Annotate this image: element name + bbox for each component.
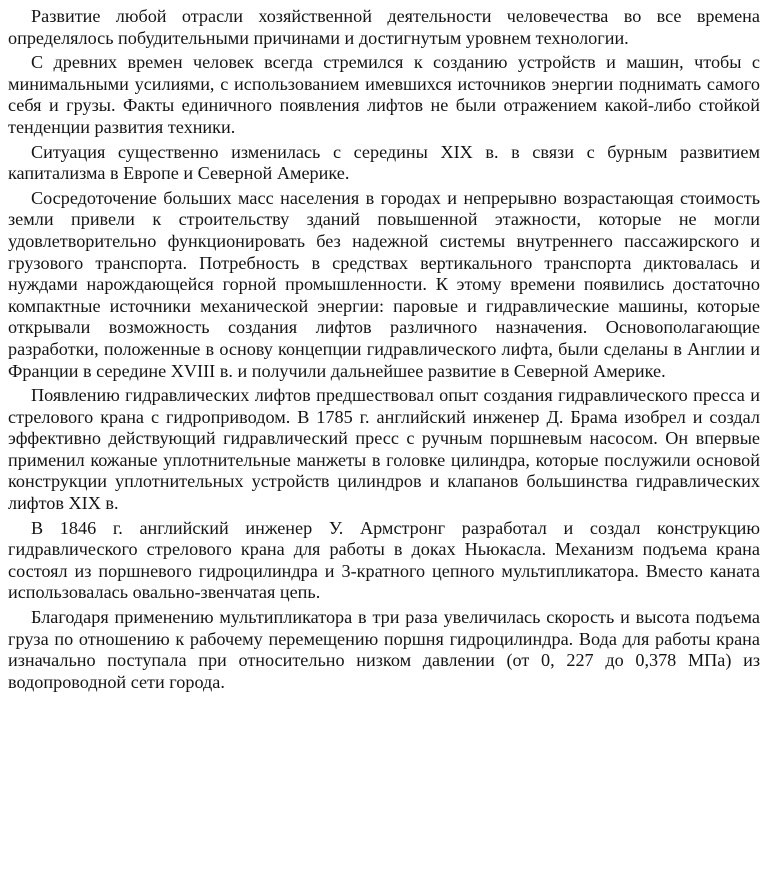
paragraph-3: Ситуация существенно изменилась с середины XIX в. в связи с бурным развитием капитализма в Европе и Северной Америке.: [8, 141, 760, 184]
paragraph-6: В 1846 г. английский инженер У. Армстронг разработал и создал конструкцию гидравлического стрелового крана для работы в доках Ньюкасла. Механизм подъема крана состоял из поршневого гидроцилиндра и 3-кратного цепного мультипликатора. Вместо каната использовалась овально-звенчатая цепь.: [8, 517, 760, 603]
paragraph-1: Развитие любой отрасли хозяйственной деятельности человечества во все времена определялось побудительными причинами и достигнутым уровнем технологии.: [8, 6, 760, 48]
paragraph-5: Появлению гидравлических лифтов предшествовал опыт создания гидравлического пресса и стрелового крана с гидроприводом. В 1785 г. английский инженер Д. Брама изобрел и создал эффективно действующий гидравлический пресс с ручным поршневым насосом. Он впервые применил кожаные уплотнительные манжеты в головке цилиндра, которые послужили основой конструкции уплотнительных устройств цилиндров и клапанов большинства гидравлических лифтов XIX в.: [8, 385, 760, 514]
paragraph-4: Сосредоточение больших масс населения в городах и непрерывно возрастающая стоимость земли привели к строительству зданий повышенной этажности, которые не могли удовлетворительно функционировать без надежной системы внутреннего пассажирского и грузового транспорта. Потребность в средствах вертикального транспорта диктовалась и нуждами нарождающейся горной промышленности. К этому времени появились достаточно компактные источники механической энергии: паровые и гидравлические машины, которые открывали возможность создания лифтов различного назначения. Основополагающие разработки, положенные в основу концепции гидравлического лифта, были сделаны в Англии и Франции в середине XVIII в. и получили дальнейшее развитие в Северной Америке.: [8, 187, 760, 381]
paragraph-7: Благодаря применению мультипликатора в три раза увеличилась скорость и высота подъема груза по отношению к рабочему перемещению поршня гидроцилиндра. Вода для работы крана изначально поступала при относительно низком давлении (от 0, 227 до 0,378 МПа) из водопроводной сети города.: [8, 607, 760, 692]
paragraph-2: С древних времен человек всегда стремился к созданию устройств и машин, чтобы с минимальными усилиями, с использованием имевшихся источников энергии поднимать самого себя и грузы. Факты единичного появления лифтов не были отражением какой-либо стойкой тенденции развития техники.: [8, 52, 760, 137]
